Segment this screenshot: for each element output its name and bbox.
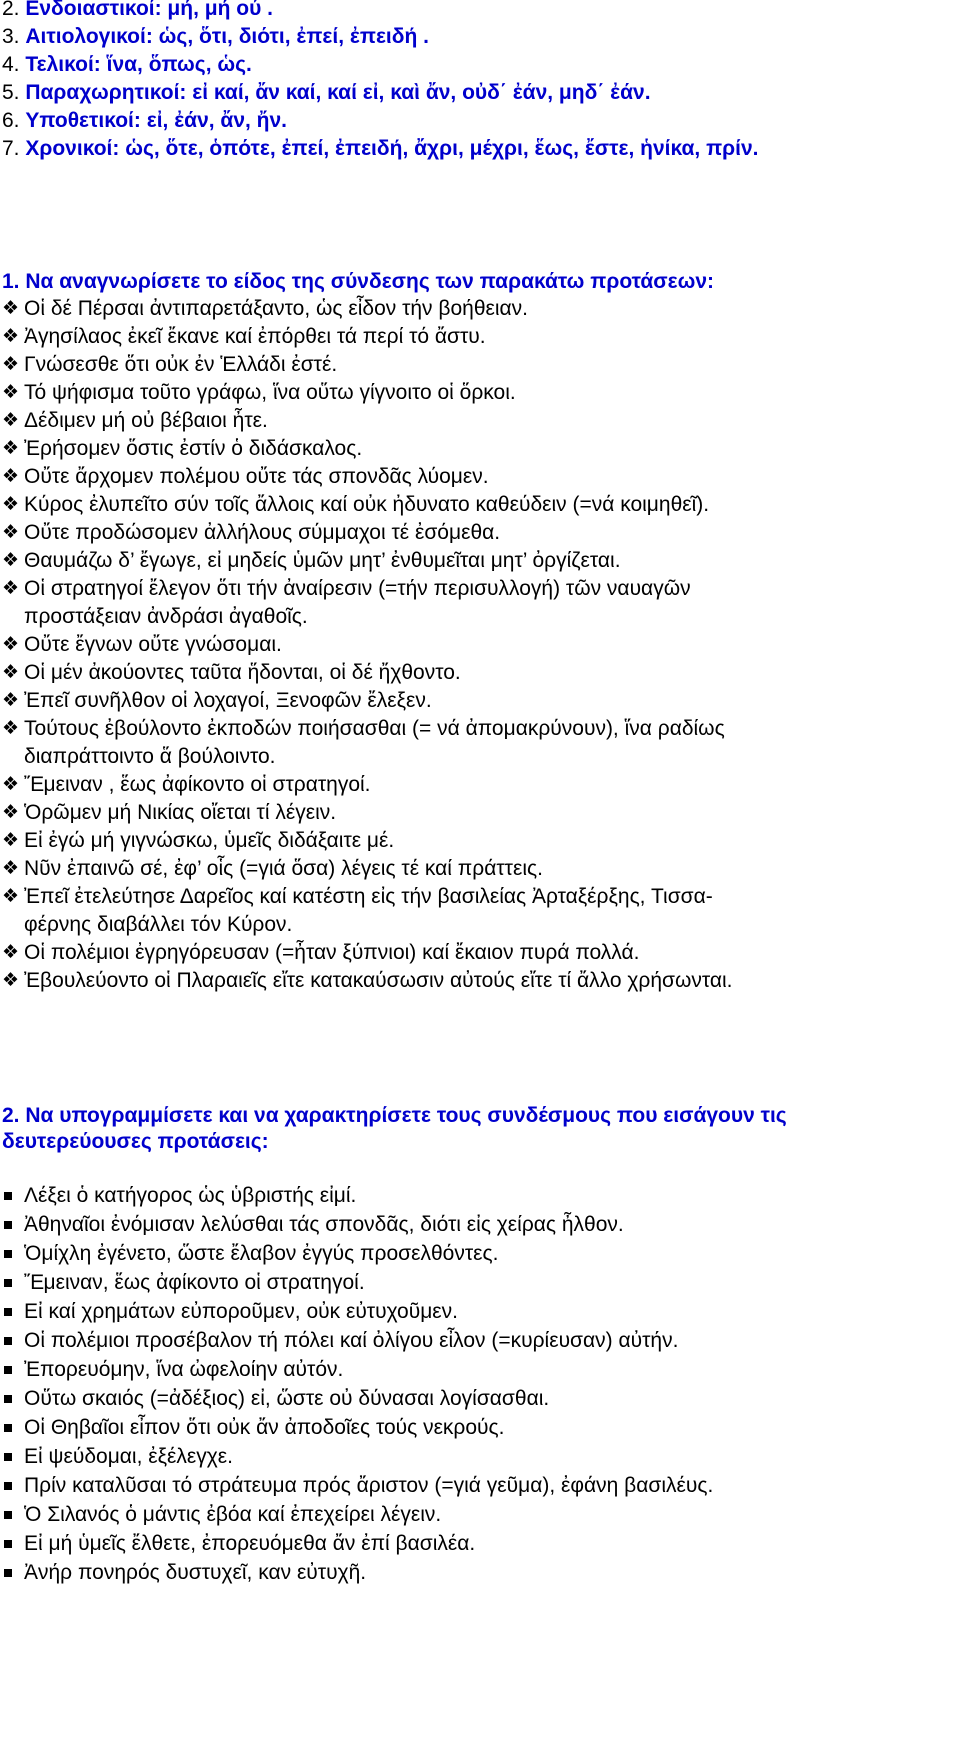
list-item <box>2 0 273 23</box>
sentence-item <box>0 1529 960 1558</box>
item-label: Υποθετικοί: <box>25 109 141 132</box>
sentence-text: Οἱ πολέμιοι ἐγρηγόρευσαν (=ἦταν ξύπνιοι) καί ἔκαιον πυρά πολλά. <box>24 941 640 964</box>
diamond-bullet-icon: ❖ <box>2 942 20 963</box>
sentence-text: Ὁρῶμεν μή Νικίας οἴεται τί λέγειν. <box>24 801 337 824</box>
item-words: μή, μή ού . <box>161 0 274 20</box>
sentence-text: Κύρος ἐλυπεῖτο σύν τοῖς ἄλλοις καί οὐκ ἠδυνατο καθεύδειν (=νά κοιμηθεῖ). <box>24 493 710 516</box>
square-bullet-icon <box>4 1540 12 1548</box>
diamond-bullet-icon: ❖ <box>2 718 20 739</box>
square-bullet-icon <box>4 1221 12 1229</box>
item-number: 4. <box>2 53 20 76</box>
sentence-item <box>0 546 960 574</box>
sentence-item <box>0 1384 960 1413</box>
sentence-text: Εἰ ἐγώ μή γιγνώσκω, ὑμεῖς διδάξαιτε μέ. <box>24 829 395 852</box>
sentence-text: Ἐπεῖ ἐτελεύτησε Δαρεῖος καί κατέστη εἰς τήν βασιλείας Ἀρταξέρξης, Τισσα- <box>24 885 713 908</box>
sentence-text: Ἐβουλεύοντο οἱ Πλαραιεῖς εἴτε κατακαύσωσιν αὐτούς εἴτε τί ἄλλο χρήσωνται. <box>24 969 733 992</box>
sentence-item <box>0 574 960 630</box>
sentence-item <box>0 462 960 490</box>
square-bullet-icon <box>4 1279 12 1287</box>
diamond-bullet-icon: ❖ <box>2 690 20 711</box>
sentence-item <box>0 518 960 546</box>
sentence-item <box>0 938 960 966</box>
sentence-item <box>0 1413 960 1442</box>
diamond-bullet-icon: ❖ <box>2 354 20 375</box>
sentence-text: Οἱ Θηβαῖοι εἶπον ὅτι οὐκ ἄν ἀποδοῖες τούς νεκρούς. <box>24 1416 505 1439</box>
sentence-text: Ἔμειναν , ἕως ἀφίκοντο οἱ στρατηγοί. <box>24 773 371 796</box>
sentence-item <box>0 350 960 378</box>
diamond-bullet-icon: ❖ <box>2 438 20 459</box>
sentence-text: Οἱ μέν ἀκούοντες ταῦτα ἥδονται, οἱ δέ ἤχθοντο. <box>24 661 461 684</box>
square-bullet-icon <box>4 1569 12 1577</box>
exercise1-heading: 1. Να αναγνωρίσετε το είδος της σύνδεσης των παρακάτω προτάσεων: <box>2 270 715 293</box>
item-number: 7. <box>2 137 20 160</box>
diamond-bullet-icon: ❖ <box>2 802 20 823</box>
square-bullet-icon <box>4 1308 12 1316</box>
sentence-text: Ἐπορευόμην, ἵνα ὠφελοίην αὐτόν. <box>24 1358 344 1381</box>
exercise2-heading-line2: δευτερεύουσες προτάσεις: <box>2 1130 269 1153</box>
item-words: ἵνα, ὅπως, ὡς. <box>100 53 252 76</box>
sentence-text: Νῦν ἐπαινῶ σέ, ἐφ’ οἷς (=γιά ὅσα) λέγεις τέ καί πράττεις. <box>24 857 543 880</box>
sentence-text: Οἱ πολέμιοι προσέβαλον τή πόλει καί ὀλίγου εἶλον (=κυρίευσαν) αὐτήν. <box>24 1329 679 1352</box>
sentence-item <box>0 1210 960 1239</box>
diamond-bullet-icon: ❖ <box>2 886 20 907</box>
sentence-item <box>0 406 960 434</box>
sentence-text: Εἰ μή ὑμεῖς ἔλθετε, ἐπορευόμεθα ἄν ἐπί βασιλέα. <box>24 1532 476 1555</box>
list-item <box>2 78 651 107</box>
item-label: Αιτιολογικοί: <box>25 25 153 48</box>
sentence-text: Οὔτε ἔγνων οὔτε γνώσομαι. <box>24 633 282 656</box>
sentence-text: Τούτους ἐβούλοντο ἐκποδών ποιήσασθαι (= νά ἀπομακρύνουν), ἵνα ραδίως <box>24 717 725 740</box>
square-bullet-icon <box>4 1250 12 1258</box>
sentence-item <box>0 854 960 882</box>
sentence-text: Οὔτε ἄρχομεν πολέμου οὔτε τάς σπονδᾶς λύομεν. <box>24 465 489 488</box>
sentence-item <box>0 1500 960 1529</box>
sentence-text: Ὁμίχλη ἐγένετο, ὥστε ἔλαβον ἐγγύς προσελθόντες. <box>24 1242 499 1265</box>
exercise2-heading-line1: 2. Να υπογραμμίσετε και να χαρακτηρίσετε τους συνδέσμους που εισάγουν τις <box>2 1104 787 1127</box>
item-words: ὡς, ὅτι, διότι, ἐπεί, ἐπειδή . <box>152 25 429 48</box>
sentence-text: Εἰ ψεύδομαι, ἐξέλεγχε. <box>24 1445 233 1468</box>
diamond-bullet-icon: ❖ <box>2 326 20 347</box>
sentence-text: Οἱ δέ Πέρσαι ἀντιπαρετάξαντο, ὡς εἶδον τήν βοήθειαν. <box>24 297 529 320</box>
list-item <box>2 50 252 79</box>
sentence-text: Ἐρήσομεν ὅστις ἐστίν ὁ διδάσκαλος. <box>24 437 363 460</box>
sentence-item <box>0 1297 960 1326</box>
sentence-text: Ἀνήρ πονηρός δυστυχεῖ, καν εὐτυχῆ. <box>24 1561 367 1584</box>
diamond-bullet-icon: ❖ <box>2 970 20 991</box>
sentence-item <box>0 686 960 714</box>
sentence-text: Θαυμάζω δ’ ἔγωγε, εἰ μηδείς ὑμῶν μητ’ ἐνθυμεῖται μητ’ ὀργίζεται. <box>24 549 621 572</box>
sentence-item <box>0 630 960 658</box>
sentence-text: Ὁ Σιλανός ὁ μάντις ἐβόα καί ἐπεχείρει λέγειν. <box>24 1503 442 1526</box>
diamond-bullet-icon: ❖ <box>2 578 20 599</box>
sentence-text: Λέξει ὁ κατήγορος ὡς ὑβριστής εἰμί. <box>24 1184 357 1207</box>
item-number: 5. <box>2 81 20 104</box>
sentence-text: Ἀθηναῖοι ἐνόμισαν λελύσθαι τάς σπονδᾶς, διότι εἰς χείρας ἦλθον. <box>24 1213 624 1236</box>
diamond-bullet-icon: ❖ <box>2 522 20 543</box>
item-label: Παραχωρητικοί: <box>25 81 187 104</box>
item-words: εἰ, ἐάν, ἄν, ἤν. <box>140 109 288 132</box>
list-item <box>2 134 759 163</box>
square-bullet-icon <box>4 1482 12 1490</box>
list-item <box>2 22 429 51</box>
sentence-text: Εἰ καί χρημάτων εὐποροῦμεν, οὐκ εὐτυχοῦμεν. <box>24 1300 459 1323</box>
item-number: 2. <box>2 0 20 20</box>
sentence-item <box>0 1326 960 1355</box>
diamond-bullet-icon: ❖ <box>2 830 20 851</box>
sentence-text: Τό ψήφισμα τοῦτο γράφω, ἵνα οὕτω γίγνοιτο οἱ ὅρκοι. <box>24 381 516 404</box>
sentence-item <box>0 322 960 350</box>
diamond-bullet-icon: ❖ <box>2 382 20 403</box>
sentence-text: διαπράττοιντο ἅ βούλοιντο. <box>24 745 276 768</box>
sentence-text: Πρίν καταλῦσαι τό στράτευμα πρός ἄριστον (=γιά γεῦμα), ἐφάνη βασιλέυς. <box>24 1474 714 1497</box>
sentence-item <box>0 1239 960 1268</box>
sentence-text: φέρνης διαβάλλει τόν Κύρον. <box>24 913 293 936</box>
diamond-bullet-icon: ❖ <box>2 298 20 319</box>
diamond-bullet-icon: ❖ <box>2 774 20 795</box>
sentence-item <box>0 1442 960 1471</box>
sentence-text: προστάξειαν ἀνδράσι ἀγαθοῖς. <box>24 605 308 628</box>
item-label: Τελικοί: <box>25 53 101 76</box>
sentence-item <box>0 1268 960 1297</box>
square-bullet-icon <box>4 1337 12 1345</box>
sentence-item <box>0 294 960 322</box>
sentence-text: Οἱ στρατηγοί ἔλεγον ὅτι τήν ἀναίρεσιν (=τήν περισυλλογή) τῶν ναυαγῶν <box>24 577 691 600</box>
square-bullet-icon <box>4 1366 12 1374</box>
sentence-item <box>0 826 960 854</box>
square-bullet-icon <box>4 1192 12 1200</box>
square-bullet-icon <box>4 1511 12 1519</box>
sentence-text: Οὕτω σκαιός (=ἀδέξιος) εἰ, ὥστε οὐ δύνασαι λογίσασθαι. <box>24 1387 550 1410</box>
sentence-text: Οὔτε προδώσομεν ἀλλήλους σύμμαχοι τέ ἐσόμεθα. <box>24 521 501 544</box>
sentence-item <box>0 378 960 406</box>
diamond-bullet-icon: ❖ <box>2 662 20 683</box>
sentence-item <box>0 490 960 518</box>
item-label: Χρονικοί: <box>25 137 120 160</box>
sentence-item <box>0 1558 960 1587</box>
square-bullet-icon <box>4 1453 12 1461</box>
sentence-item <box>0 1355 960 1384</box>
diamond-bullet-icon: ❖ <box>2 634 20 655</box>
item-words: εἰ καί, ἄν καί, καί εἰ, καὶ ἄν, οὐδ΄ ἐάν, μηδ΄ ἐάν. <box>186 81 651 104</box>
item-words: ὡς, ὅτε, ὁπότε, ἐπεί, ἐπειδή, ἄχρι, μέχρι, ἕως, ἔστε, ἡνίκα, πρίν. <box>119 137 759 160</box>
diamond-bullet-icon: ❖ <box>2 410 20 431</box>
sentence-text: Γνώσεσθε ὅτι οὐκ ἐν Ἑλλάδι ἐστέ. <box>24 353 338 376</box>
sentence-item <box>0 966 960 994</box>
diamond-bullet-icon: ❖ <box>2 466 20 487</box>
diamond-bullet-icon: ❖ <box>2 858 20 879</box>
sentence-item <box>0 798 960 826</box>
sentence-item <box>0 1471 960 1500</box>
sentence-item <box>0 882 960 938</box>
item-label: Ενδοιαστικοί: <box>25 0 162 20</box>
square-bullet-icon <box>4 1395 12 1403</box>
diamond-bullet-icon: ❖ <box>2 550 20 571</box>
sentence-text: Ἔμειναν, ἕως ἀφίκοντο οἱ στρατηγοί. <box>24 1271 365 1294</box>
sentence-item <box>0 770 960 798</box>
sentence-text: Ἐπεῖ συνῆλθον οἱ λοχαγοί, Ξενοφῶν ἔλεξεν. <box>24 689 432 712</box>
item-number: 3. <box>2 25 20 48</box>
item-number: 6. <box>2 109 20 132</box>
sentence-item <box>0 658 960 686</box>
sentence-text: Δέδιμεν μή οὐ βέβαιοι ἦτε. <box>24 409 268 432</box>
list-item <box>2 106 287 135</box>
sentence-item <box>0 1181 960 1210</box>
square-bullet-icon <box>4 1424 12 1432</box>
diamond-bullet-icon: ❖ <box>2 494 20 515</box>
sentence-text: Ἀγησίλαος ἐκεῖ ἔκανε καί ἐπόρθει τά περί τό ἄστυ. <box>24 325 486 348</box>
sentence-item <box>0 714 960 770</box>
sentence-item <box>0 434 960 462</box>
